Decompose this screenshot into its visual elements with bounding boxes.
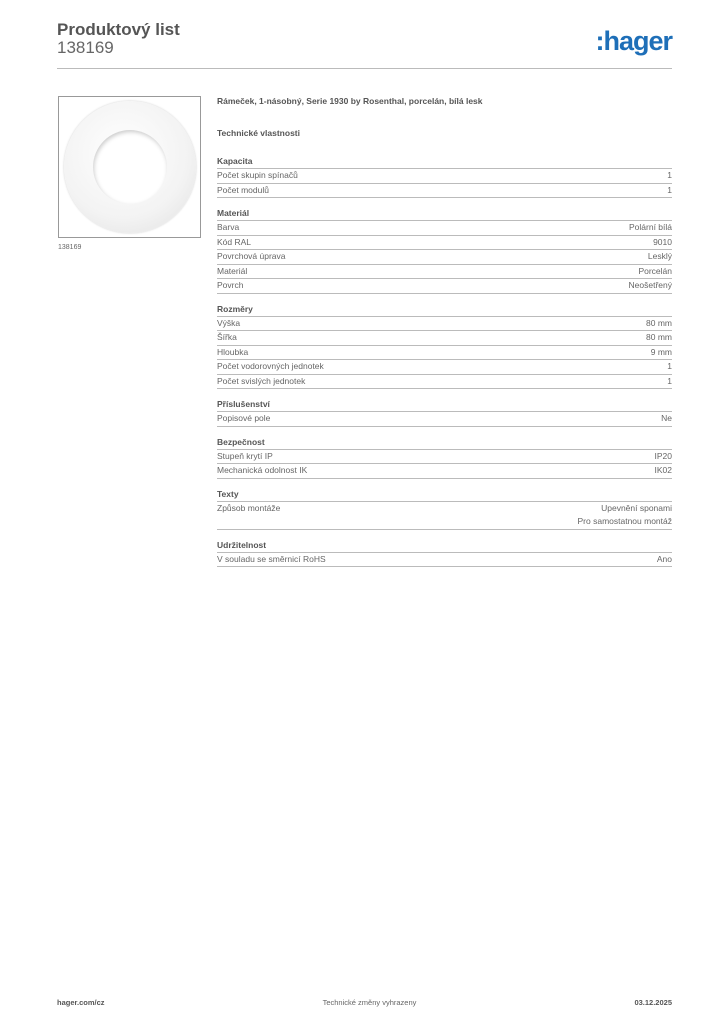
spec-label: Hloubka xyxy=(217,346,249,357)
spec-values xyxy=(667,360,672,374)
spec-values xyxy=(578,502,673,529)
spec-values xyxy=(651,346,672,360)
spec-label: Výška xyxy=(217,317,241,328)
spec-values xyxy=(638,265,672,279)
spec-label: Počet vodorovných jednotek xyxy=(217,361,324,371)
footer-date: 03.12.2025 xyxy=(634,998,672,1007)
footer-note: Technické změny vyhrazeny xyxy=(322,998,417,1007)
spec-label: Počet svislých jednotek xyxy=(217,375,306,386)
spec-row xyxy=(217,346,672,361)
spec-section xyxy=(217,488,672,530)
spec-row xyxy=(217,450,672,465)
spec-label: Kód RAL xyxy=(217,236,252,247)
spec-value: Polární bílá xyxy=(629,222,672,232)
spec-values xyxy=(629,221,672,235)
product-code: 138169 xyxy=(57,38,114,57)
spec-value: Porcelán xyxy=(638,265,672,276)
spec-row xyxy=(217,375,672,390)
spec-row xyxy=(217,502,672,530)
spec-row xyxy=(217,553,672,568)
spec-row xyxy=(217,412,672,427)
spec-value: IK02 xyxy=(654,465,672,475)
spec-label: Materiál xyxy=(217,265,248,276)
spec-section xyxy=(217,398,672,427)
spec-row xyxy=(217,464,672,479)
spec-value: IP20 xyxy=(654,450,672,461)
spec-value: Ano xyxy=(656,553,672,564)
spec-row xyxy=(217,265,672,280)
footer xyxy=(57,998,672,1007)
spec-section xyxy=(217,539,672,568)
product-description: Rámeček, 1-násobný, Serie 1930 by Rosenthal, porcelán, bílá lesk xyxy=(217,96,483,106)
spec-values xyxy=(655,464,673,478)
spec-values xyxy=(646,317,672,331)
spec-row xyxy=(217,317,672,332)
section-heading: Texty xyxy=(217,488,672,502)
spec-sections xyxy=(217,155,672,567)
spec-value: Neošetřený xyxy=(628,280,672,290)
spec-values xyxy=(667,169,672,183)
spec-value: 1 xyxy=(667,170,672,180)
spec-values xyxy=(661,412,672,426)
section-heading: Rozměry xyxy=(217,303,672,317)
spec-values xyxy=(629,279,672,293)
spec-label: Počet modulů xyxy=(217,184,269,195)
spec-values xyxy=(648,250,672,264)
spec-values xyxy=(646,331,672,345)
tech-heading: Technické vlastnosti xyxy=(217,128,300,138)
spec-value: Upevnění sponami xyxy=(601,502,672,513)
spec-value: 9 mm xyxy=(650,346,672,357)
spec-values xyxy=(655,450,673,464)
spec-section xyxy=(217,155,672,198)
spec-label: Barva xyxy=(217,222,240,232)
section-heading: Materiál xyxy=(217,207,672,221)
spec-label: Stupeň krytí IP xyxy=(217,450,273,461)
spec-value: 80 mm xyxy=(646,332,672,342)
spec-section xyxy=(217,436,672,479)
spec-row xyxy=(217,331,672,346)
spec-value: 80 mm xyxy=(646,317,672,328)
spec-value: Pro samostatnou montáž xyxy=(577,516,672,526)
spec-label: Povrch xyxy=(217,280,244,290)
spec-values xyxy=(667,375,672,389)
page-title: Produktový list xyxy=(57,20,180,39)
spec-row xyxy=(217,236,672,251)
spec-values xyxy=(667,184,672,198)
spec-value: 1 xyxy=(667,361,672,371)
spec-label: Povrchová úprava xyxy=(217,251,286,261)
spec-label: Způsob montáže xyxy=(217,502,281,513)
spec-label: Popisové pole xyxy=(217,413,271,423)
section-heading: Udržitelnost xyxy=(217,539,672,553)
spec-row xyxy=(217,250,672,265)
spec-label: Šířka xyxy=(217,332,237,342)
spec-section xyxy=(217,207,672,294)
section-heading: Bezpečnost xyxy=(217,436,672,450)
product-image xyxy=(58,96,201,238)
spec-value: 1 xyxy=(667,375,672,386)
spec-row xyxy=(217,169,672,184)
section-heading: Příslušenství xyxy=(217,398,672,412)
spec-value: 1 xyxy=(667,184,672,195)
hager-logo: :hager xyxy=(595,26,672,56)
spec-value: 9010 xyxy=(653,236,672,247)
spec-value: Ne xyxy=(661,413,672,423)
spec-label: V souladu se směrnicí RoHS xyxy=(217,553,326,564)
spec-label: Mechanická odolnost IK xyxy=(217,465,308,475)
spec-value: Lesklý xyxy=(647,251,672,261)
spec-values xyxy=(657,553,672,567)
section-heading: Kapacita xyxy=(217,155,672,169)
spec-values xyxy=(653,236,672,250)
spec-row xyxy=(217,279,672,294)
spec-row xyxy=(217,184,672,199)
spec-row xyxy=(217,360,672,375)
spec-section xyxy=(217,303,672,390)
spec-content xyxy=(217,96,672,576)
header-divider xyxy=(57,68,672,69)
frame-ring xyxy=(64,101,196,233)
spec-label: Počet skupin spínačů xyxy=(217,170,298,180)
footer-website[interactable]: hager.com/cz xyxy=(57,998,105,1007)
image-caption: 138169 xyxy=(58,244,82,251)
spec-row xyxy=(217,221,672,236)
